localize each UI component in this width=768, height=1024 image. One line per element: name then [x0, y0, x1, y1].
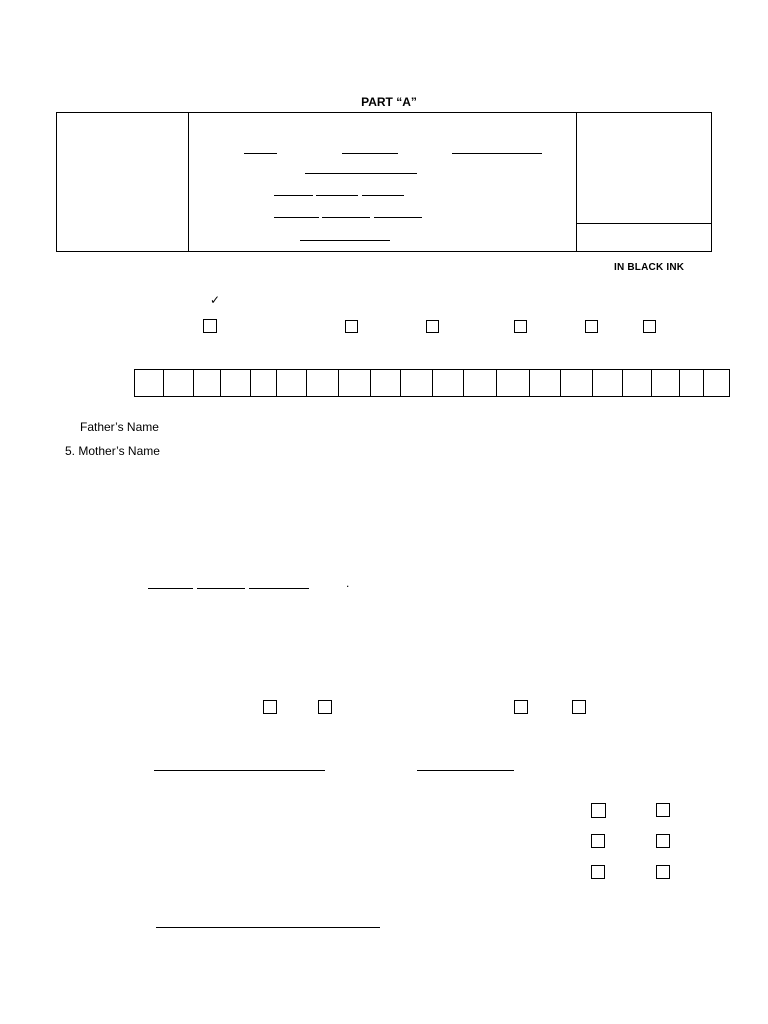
checkbox[interactable]	[426, 320, 439, 333]
blank-line[interactable]	[452, 153, 542, 154]
character-entry-grid[interactable]	[134, 369, 730, 397]
blank-line[interactable]	[417, 770, 514, 771]
grid-cell[interactable]	[464, 370, 497, 396]
ink-note: IN BLACK INK	[614, 262, 685, 273]
grid-cell[interactable]	[221, 370, 251, 396]
blank-line[interactable]	[374, 217, 422, 218]
grid-cell[interactable]	[339, 370, 371, 396]
blank-line[interactable]	[362, 195, 404, 196]
header-right-lower-cell	[577, 223, 711, 251]
grid-cell[interactable]	[277, 370, 307, 396]
blank-line[interactable]	[342, 153, 398, 154]
fathers-name-label: Father’s Name	[80, 420, 159, 434]
header-left-cell	[57, 113, 189, 251]
checkbox[interactable]	[514, 700, 528, 714]
grid-cell[interactable]	[251, 370, 277, 396]
grid-cell[interactable]	[652, 370, 680, 396]
checkbox[interactable]	[591, 803, 606, 818]
grid-cell[interactable]	[164, 370, 194, 396]
blank-line[interactable]	[154, 770, 325, 771]
checkbox[interactable]	[585, 320, 598, 333]
grid-cell[interactable]	[433, 370, 464, 396]
header-right-cell	[576, 113, 711, 251]
grid-cell[interactable]	[371, 370, 401, 396]
dot-mark: .	[346, 576, 350, 590]
blank-line[interactable]	[148, 588, 193, 589]
blank-line[interactable]	[197, 588, 245, 589]
checkbox[interactable]	[318, 700, 332, 714]
grid-cell[interactable]	[623, 370, 652, 396]
grid-cell[interactable]	[561, 370, 593, 396]
checkbox[interactable]	[656, 865, 670, 879]
mothers-name-label: 5. Mother’s Name	[65, 444, 160, 458]
checkbox[interactable]	[514, 320, 527, 333]
grid-cell[interactable]	[307, 370, 339, 396]
blank-line[interactable]	[244, 153, 277, 154]
grid-cell[interactable]	[530, 370, 561, 396]
checkbox[interactable]	[591, 834, 605, 848]
checkbox[interactable]	[643, 320, 656, 333]
checkbox[interactable]	[591, 865, 605, 879]
checkbox[interactable]	[656, 834, 670, 848]
signature-line[interactable]	[156, 927, 380, 928]
blank-line[interactable]	[305, 173, 417, 174]
grid-cell[interactable]	[194, 370, 221, 396]
checkbox[interactable]	[572, 700, 586, 714]
blank-line[interactable]	[274, 217, 319, 218]
blank-line[interactable]	[322, 217, 370, 218]
grid-cell[interactable]	[680, 370, 704, 396]
blank-line[interactable]	[316, 195, 358, 196]
grid-cell[interactable]	[401, 370, 433, 396]
grid-cell[interactable]	[593, 370, 623, 396]
blank-line[interactable]	[274, 195, 313, 196]
grid-cell[interactable]	[497, 370, 530, 396]
checkbox[interactable]	[263, 700, 277, 714]
checkbox[interactable]	[203, 319, 217, 333]
checkbox[interactable]	[345, 320, 358, 333]
checkbox[interactable]	[656, 803, 670, 817]
grid-cell[interactable]	[135, 370, 164, 396]
blank-line[interactable]	[300, 240, 390, 241]
check-mark-icon: ✓	[210, 293, 221, 307]
grid-cell[interactable]	[704, 370, 729, 396]
header-box	[56, 112, 712, 252]
part-title: PART “A”	[361, 95, 417, 109]
blank-line[interactable]	[249, 588, 309, 589]
